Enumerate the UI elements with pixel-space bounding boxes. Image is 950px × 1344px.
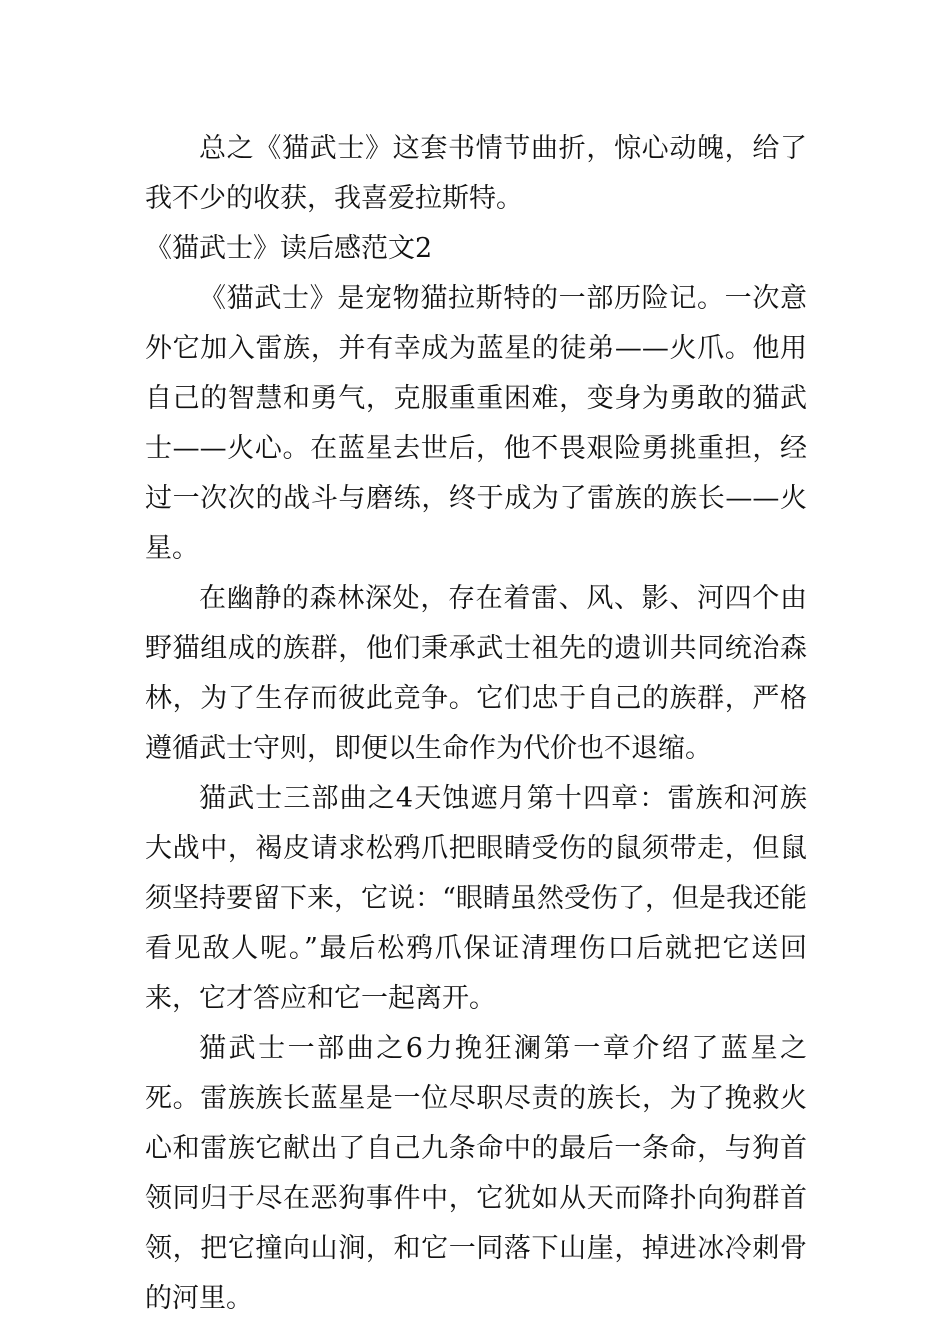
section-heading: 《猫武士》读后感范文2	[145, 233, 433, 264]
paragraph-eclipse: 猫武士三部曲之4天蚀遮月第十四章：雷族和河族大战中，褐皮请求松鸦爪把眼睛受伤的鼠须带走，但鼠须坚持要留下来，它说：“眼睛虽然受伤了，但是我还能看见敌人呢。”最后松鸦爪保证清理伤口后就把它送回来，它才答应和它一起离开。	[145, 783, 807, 1014]
document-body	[145, 124, 807, 1324]
paragraph-conclusion: 总之《猫武士》这套书情节曲折，惊心动魄，给了我不少的收获，我喜爱拉斯特。	[145, 133, 807, 214]
paragraph-bluestar: 猫武士一部曲之6力挽狂澜第一章介绍了蓝星之死。雷族族长蓝星是一位尽职尽责的族长，为了挽救火心和雷族它献出了自己九条命中的最后一条命，与狗首领同归于尽在恶狗事件中，它犹如从天而降扑向狗群首领，把它撞向山涧，和它一同落下山崖，掉进冰冷刺骨的河里。	[145, 1033, 807, 1314]
paragraph-intro: 《猫武士》是宠物猫拉斯特的一部历险记。一次意外它加入雷族，并有幸成为蓝星的徒弟——火爪。他用自己的智慧和勇气，克服重重困难，变身为勇敢的猫武士——火心。在蓝星去世后，他不畏艰险勇挑重担，经过一次次的战斗与磨练，终于成为了雷族的族长——火星。	[145, 283, 807, 564]
paragraph-forest: 在幽静的森林深处，存在着雷、风、影、河四个由野猫组成的族群，他们秉承武士祖先的遗训共同统治森林，为了生存而彼此竞争。它们忠于自己的族群，严格遵循武士守则，即便以生命作为代价也不退缩。	[145, 583, 807, 764]
